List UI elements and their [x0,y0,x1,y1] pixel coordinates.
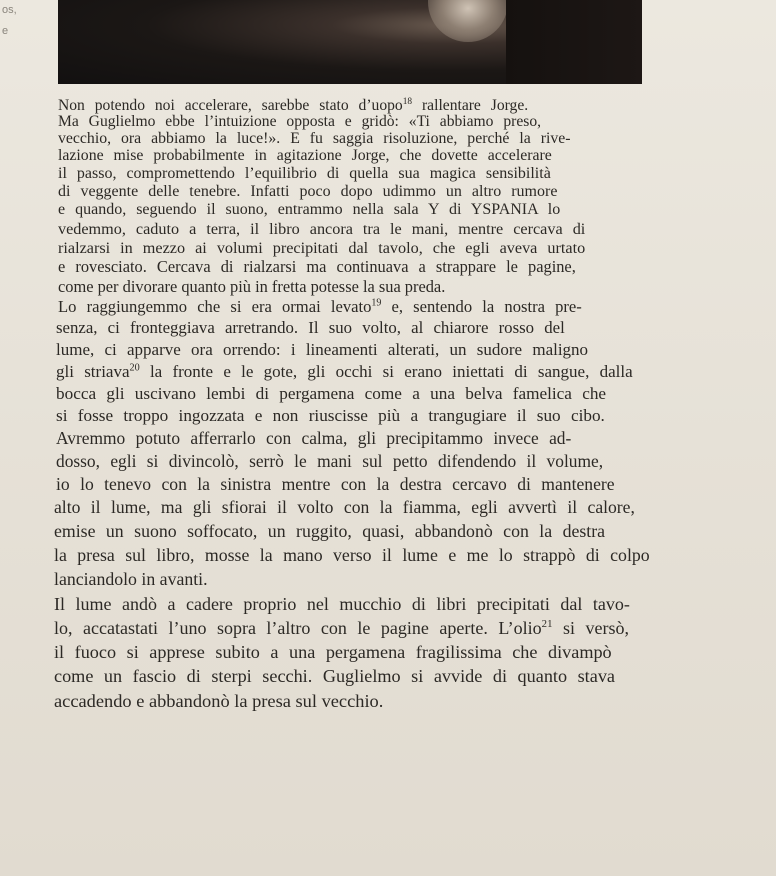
text-span: Il lume andò a cadere proprio nel mucchio di libri precipitati dal tavo- [54,594,630,614]
text-line [54,571,208,589]
text-line [54,643,612,661]
portrait-photo [58,0,642,84]
text-span: e rovesciato. Cercava di rialzarsi ma continuava a strappare le pagine, [58,257,576,276]
text-line [54,523,605,541]
text-span: Lo raggiungemmo che si era ormai levato [58,297,372,316]
text-span: Non potendo noi accelerare, sarebbe stato d’uopo [58,97,403,114]
text-span: come un fascio di sterpi secchi. Guglielmo si avvide di quanto stava [54,666,615,686]
text-line [58,148,552,164]
text-line [56,385,606,402]
text-span: lazione mise probabilmente in agitazione Jorge, che dovette accelerare [58,147,552,164]
text-span: lanciandolo in avanti. [54,569,208,589]
text-line [58,221,585,237]
text-span: come per divorare quanto più in fretta potesse la sua preda. [58,277,446,296]
text-span: lume, ci apparve ora orrendo: i lineamenti alterati, un sudore maligno [56,340,589,359]
text-line [58,184,557,200]
text-line [54,692,383,710]
footnote-marker: 20 [129,362,140,374]
text-line [54,499,635,517]
text-line [54,547,650,565]
text-span: accadendo e abbandonò la presa sul vecchio. [54,691,384,711]
text-span: vedemmo, caduto a terra, il libro ancora tra le mani, mentre cercava di [58,220,586,238]
text-span: bocca gli uscivano lembi di pergamena come a una belva famelica che [56,384,607,403]
text-span: vecchio, ora abbiamo la luce!». E fu saggia risoluzione, perché la rive- [58,130,571,147]
footnote-marker: 18 [402,96,413,107]
text-span: il passo, compromettendo l’equilibrio di quella sua magica sensibilità [58,165,551,182]
text-span: alto il lume, ma gli sfiorai il volto con la fiamma, egli avvertì il calore, [54,497,635,517]
text-line [56,430,571,447]
text-line [54,595,630,613]
text-line [58,114,541,130]
text-line [56,363,633,380]
text-span: emise un suono soffocato, un ruggito, quasi, abbandonò con la destra [54,521,606,541]
text-span: la presa sul libro, mosse la mano verso il lume e me lo strappò di colpo [54,545,650,565]
margin-note-2: e [2,25,9,37]
text-span: Ma Guglielmo ebbe l’intuizione opposta e gridò: «Ti abbiamo preso, [58,113,542,130]
text-line [58,131,571,147]
text-span: rallentare Jorge. [412,97,529,114]
text-line [54,619,629,637]
text-span: Avremmo potuto afferrarlo con calma, gli precipitammo invece ad- [56,428,572,448]
text-span: rialzarsi in mezzo ai volumi precipitati dal tavolo, che egli aveva urtato [58,239,586,257]
text-span: la fronte e le gote, gli occhi si erano iniettati di sangue, dalla [139,362,633,381]
text-span: dosso, egli si divincolò, serrò le mani sul petto difendendo il volume, [56,451,604,471]
text-line [56,453,603,470]
text-line [54,667,615,685]
text-span: gli striava [56,362,130,381]
text-span: senza, ci fronteggiava arretrando. Il suo volto, al chiarore rosso del [56,318,565,337]
text-line [58,240,585,256]
text-line [58,166,551,182]
text-span: il fuoco si apprese subito a una pergamena fragilissima che divampò [54,642,612,662]
text-line [56,341,588,358]
text-span: lo, accatastati l’uno sopra l’altro con le pagine aperte. L’olio [54,618,542,638]
text-span: si fosse troppo ingozzata e non riuscisse più a trangugiare il suo cibo. [56,406,605,425]
margin-note-1: os, [2,4,17,16]
text-line [58,279,445,295]
text-line [58,259,576,275]
text-line [58,98,528,114]
text-line [58,299,582,316]
text-span: si versò, [552,618,629,638]
text-span: di veggente delle tenebre. Infatti poco dopo udimmo un altro rumore [58,183,558,200]
text-span: io lo tenevo con la sinistra mentre con la destra cercavo di mantenere [56,474,615,494]
text-span: e quando, seguendo il suono, entrammo nella sala Y di YSPANIA lo [58,201,561,218]
text-span: e, sentendo la nostra pre- [381,297,582,316]
text-line [56,320,565,337]
footnote-marker: 19 [371,297,382,309]
text-line [58,202,560,218]
portrait-beard [428,0,508,42]
text-line [56,476,615,494]
footnote-marker: 21 [541,618,553,630]
portrait-shadow [506,0,642,84]
text-line [56,407,605,424]
